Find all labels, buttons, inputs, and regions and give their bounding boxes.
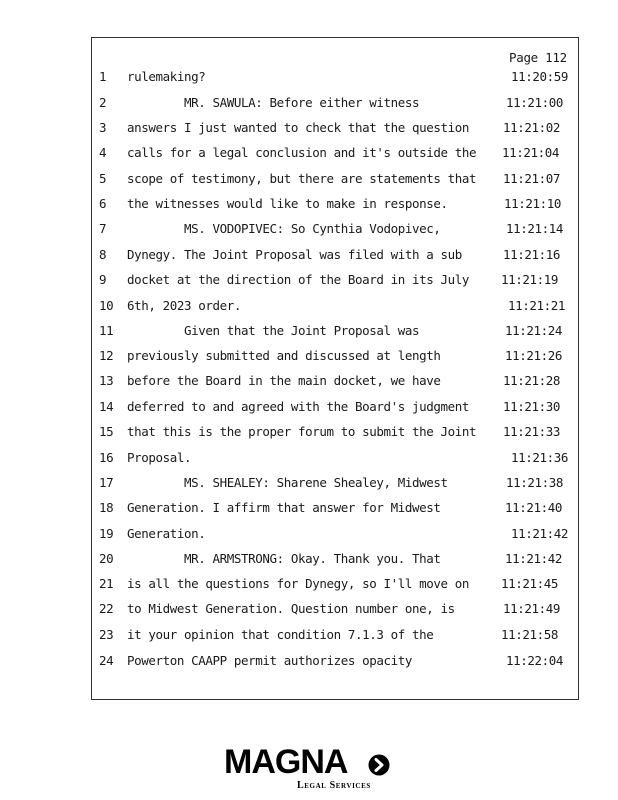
line-text: Dynegy. The Joint Proposal was filed with a sub	[127, 247, 462, 262]
magna-logo	[224, 742, 394, 792]
line-number: 21	[99, 576, 114, 591]
line-number: 3	[99, 120, 107, 135]
timestamp: 11:21:58	[501, 627, 559, 642]
transcript-line	[0, 627, 618, 647]
timestamp: 11:21:21	[508, 298, 566, 313]
line-number: 22	[99, 601, 114, 616]
transcript-line	[0, 348, 618, 368]
line-number: 15	[99, 424, 114, 439]
line-text: docket at the direction of the Board in its July	[127, 272, 470, 287]
transcript-line	[0, 399, 618, 419]
timestamp: 11:21:45	[501, 576, 559, 591]
line-number: 1	[99, 69, 107, 84]
line-text: MR. SAWULA: Before either witness	[184, 95, 420, 110]
timestamp: 11:22:04	[506, 653, 564, 668]
logo-subtitle: Legal Services	[297, 780, 371, 791]
line-text: Generation.	[127, 526, 206, 541]
line-number: 8	[99, 247, 107, 262]
line-number: 10	[99, 298, 114, 313]
transcript-line	[0, 171, 618, 191]
line-text: before the Board in the main docket, we have	[127, 373, 441, 388]
transcript-line	[0, 196, 618, 216]
transcript-line	[0, 95, 618, 115]
line-number: 23	[99, 627, 114, 642]
timestamp: 11:21:33	[503, 424, 561, 439]
transcript-line	[0, 526, 618, 546]
line-text: the witnesses would like to make in response.	[127, 196, 448, 211]
line-text: that this is the proper forum to submit the Joint	[127, 424, 477, 439]
line-text: rulemaking?	[127, 69, 206, 84]
transcript-line	[0, 323, 618, 343]
line-text: MR. ARMSTRONG: Okay. Thank you. That	[184, 551, 441, 566]
timestamp: 11:21:04	[502, 145, 560, 160]
line-text: scope of testimony, but there are statements that	[127, 171, 477, 186]
timestamp: 11:21:26	[505, 348, 563, 363]
transcript-line	[0, 601, 618, 621]
line-number: 4	[99, 145, 107, 160]
timestamp: 11:21:40	[505, 500, 563, 515]
timestamp: 11:21:24	[505, 323, 563, 338]
line-text: Given that the Joint Proposal was	[184, 323, 420, 338]
line-text: it your opinion that condition 7.1.3 of the	[127, 627, 434, 642]
timestamp: 11:21:02	[503, 120, 561, 135]
line-text: Powerton CAAPP permit authorizes opacity	[127, 653, 413, 668]
line-number: 19	[99, 526, 114, 541]
timestamp: 11:21:10	[504, 196, 562, 211]
line-number: 2	[99, 95, 107, 110]
line-text: Generation. I affirm that answer for Midwest	[127, 500, 441, 515]
transcript-line	[0, 145, 618, 165]
line-number: 18	[99, 500, 114, 515]
logo-wordmark: MAGNA	[224, 743, 348, 781]
line-text: to Midwest Generation. Question number one, is	[127, 601, 455, 616]
timestamp: 11:21:42	[505, 551, 563, 566]
line-number: 9	[99, 272, 107, 287]
line-text: MS. VODOPIVEC: So Cynthia Vodopivec,	[184, 221, 441, 236]
line-number: 13	[99, 373, 114, 388]
chevron-right-circle-icon	[368, 754, 390, 776]
timestamp: 11:21:38	[506, 475, 564, 490]
line-number: 16	[99, 450, 114, 465]
timestamp: 11:21:30	[503, 399, 561, 414]
transcript-line	[0, 450, 618, 470]
line-text: 6th, 2023 order.	[127, 298, 242, 313]
transcript-line	[0, 475, 618, 495]
line-text: deferred to and agreed with the Board's judgment	[127, 399, 470, 414]
timestamp: 11:21:49	[503, 601, 561, 616]
timestamp: 11:21:28	[503, 373, 561, 388]
transcript-line	[0, 551, 618, 571]
timestamp: 11:21:14	[506, 221, 564, 236]
transcript-line	[0, 424, 618, 444]
line-text: Proposal.	[127, 450, 192, 465]
transcript-line	[0, 373, 618, 393]
transcript-line	[0, 120, 618, 140]
line-number: 24	[99, 653, 114, 668]
line-number: 20	[99, 551, 114, 566]
transcript-line	[0, 576, 618, 596]
timestamp: 11:21:19	[501, 272, 559, 287]
line-text: is all the questions for Dynegy, so I'll move on	[127, 576, 470, 591]
line-text: MS. SHEALEY: Sharene Shealey, Midwest	[184, 475, 448, 490]
transcript-line	[0, 272, 618, 292]
line-number: 17	[99, 475, 114, 490]
line-text: calls for a legal conclusion and it's outside the	[127, 145, 477, 160]
line-number: 6	[99, 196, 107, 211]
timestamp: 11:20:59	[511, 69, 569, 84]
timestamp: 11:21:42	[511, 526, 569, 541]
timestamp: 11:21:36	[511, 450, 569, 465]
timestamp: 11:21:07	[503, 171, 561, 186]
timestamp: 11:21:00	[506, 95, 564, 110]
transcript-line	[0, 298, 618, 318]
timestamp: 11:21:16	[503, 247, 561, 262]
transcript-line	[0, 500, 618, 520]
transcript-line	[0, 247, 618, 267]
line-text: previously submitted and discussed at length	[127, 348, 441, 363]
line-text: answers I just wanted to check that the question	[127, 120, 470, 135]
line-number: 7	[99, 221, 107, 236]
transcript-line	[0, 69, 618, 89]
transcript-line	[0, 653, 618, 673]
line-number: 12	[99, 348, 114, 363]
line-number: 11	[99, 323, 114, 338]
page-number: Page 112	[509, 50, 567, 65]
transcript-line	[0, 221, 618, 241]
line-number: 14	[99, 399, 114, 414]
line-number: 5	[99, 171, 107, 186]
